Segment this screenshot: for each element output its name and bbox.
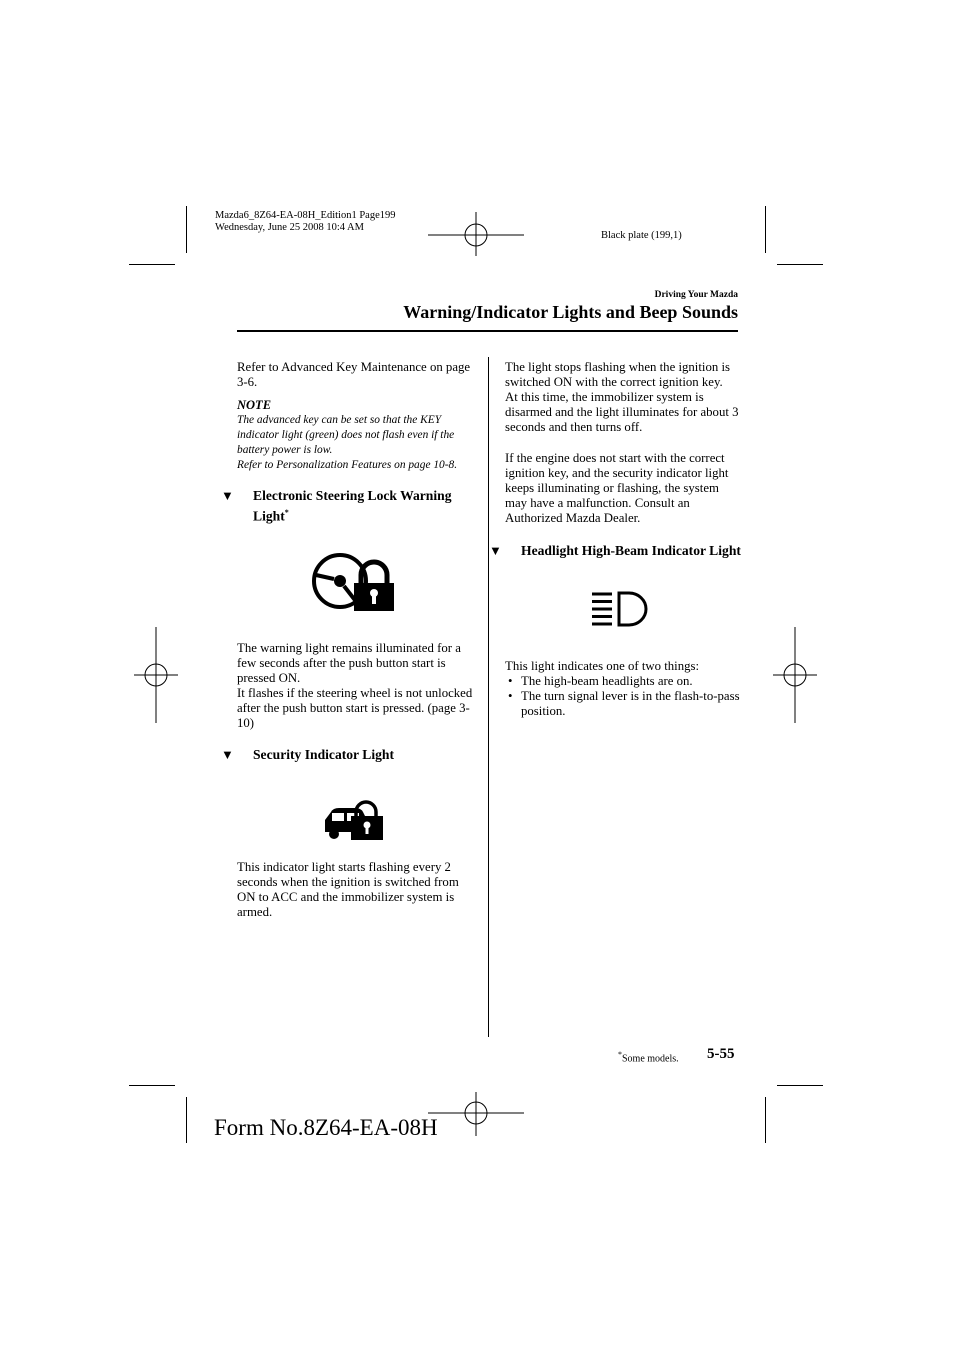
high-beam-icon bbox=[591, 589, 653, 629]
print-info-line1: Mazda6_8Z64-EA-08H_Edition1 Page199 bbox=[215, 210, 396, 221]
security-heading-text: Security Indicator Light bbox=[253, 746, 394, 762]
right-paragraph-2: At this time, the immobilizer system is disarmed and the light illuminates for about 3 seconds and then turns off. bbox=[505, 390, 739, 434]
highbeam-heading bbox=[489, 542, 741, 559]
esl-paragraph-1: The warning light remains illuminated for a few seconds after the push button start is pressed ON. bbox=[237, 640, 461, 685]
print-info bbox=[215, 210, 396, 234]
right-paragraph-1: The light stops flashing when the ignition is switched ON with the correct ignition key. bbox=[505, 360, 730, 389]
print-info-line2: Wednesday, June 25 2008 10:4 AM bbox=[215, 222, 364, 233]
highbeam-heading-text: Headlight High-Beam Indicator Light bbox=[521, 543, 741, 558]
intro-text: Refer to Advanced Key Maintenance on page 3-6. bbox=[237, 360, 471, 389]
highbeam-list bbox=[505, 674, 741, 719]
note-text: The advanced key can be set so that the KEY indicator light (green) does not flash even if the battery power is low. bbox=[237, 414, 455, 456]
highbeam-intro: This light indicates one of two things: bbox=[505, 659, 700, 673]
esl-heading bbox=[221, 487, 473, 525]
footnote-text: Some models. bbox=[622, 1053, 679, 1065]
footnote-asterisk: * bbox=[618, 1050, 622, 1059]
steering-lock-icon bbox=[311, 551, 395, 613]
registration-mark-top-icon bbox=[428, 212, 524, 256]
column-divider bbox=[488, 357, 489, 1037]
right-paragraph-3: If the engine does not start with the correct ignition key, and the security indicator light keeps illuminating or flashing, the system may have a malfunction. Consult an Authorized Mazda Dealer. bbox=[505, 451, 729, 525]
security-paragraph: This indicator light starts flashing every 2 seconds when the ignition is switched from ON to ACC and the immobilizer system is armed. bbox=[237, 859, 459, 919]
section-label: Driving Your Mazda bbox=[654, 290, 738, 300]
page-title: Warning/Indicator Lights and Beep Sounds bbox=[403, 302, 738, 322]
left-column bbox=[221, 360, 473, 920]
footnote bbox=[618, 1050, 679, 1064]
asterisk-mark: * bbox=[284, 508, 289, 517]
black-plate: Black plate (199,1) bbox=[601, 230, 682, 241]
registration-mark-bottom-icon bbox=[428, 1092, 524, 1136]
list-item: • The turn signal lever is in the flash-to-pass position. bbox=[505, 689, 741, 719]
form-number: Form No.8Z64-EA-08H bbox=[214, 1115, 438, 1140]
triangle-icon: ▼ bbox=[221, 488, 234, 503]
car-lock-icon bbox=[321, 800, 385, 844]
page-number: 5-55 bbox=[707, 1046, 735, 1062]
title-rule bbox=[237, 330, 738, 332]
right-column bbox=[489, 360, 741, 719]
esl-paragraph-2: It flashes if the steering wheel is not unlocked after the push button start is pressed. (page 3-10) bbox=[237, 685, 473, 730]
registration-mark-left-icon bbox=[134, 627, 178, 723]
note-label: NOTE bbox=[237, 398, 272, 412]
note-reference: Refer to Personalization Features on page 10-8. bbox=[237, 459, 458, 471]
security-heading bbox=[221, 746, 473, 763]
esl-heading-text: Electronic Steering Lock Warning Light bbox=[253, 488, 452, 524]
triangle-icon: ▼ bbox=[489, 543, 502, 558]
list-item: • The high-beam headlights are on. bbox=[505, 674, 741, 689]
triangle-icon: ▼ bbox=[221, 746, 234, 762]
registration-mark-right-icon bbox=[773, 627, 817, 723]
